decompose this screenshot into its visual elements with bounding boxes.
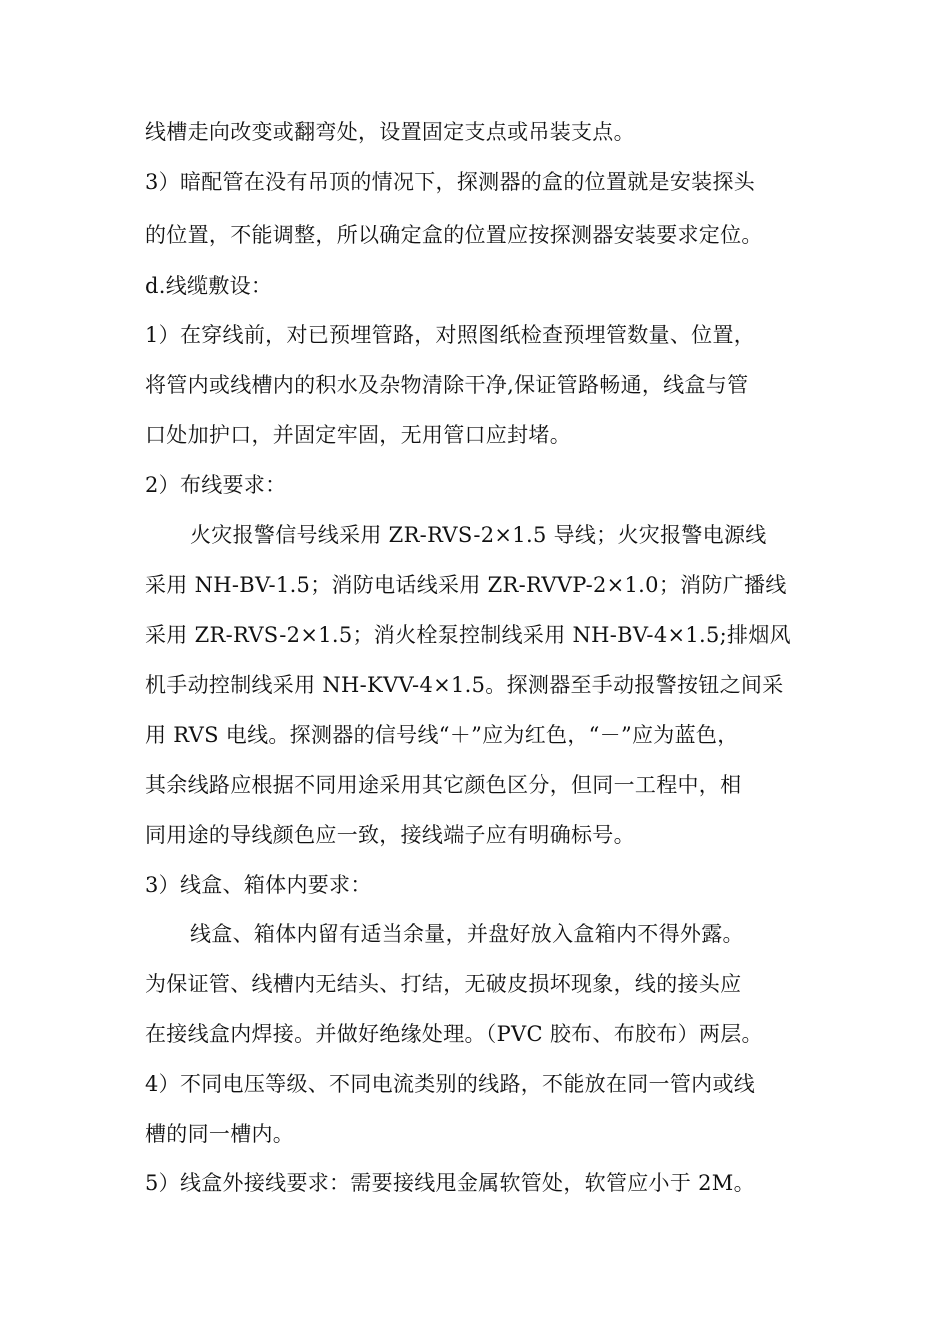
- text-line: 口处加护口，并固定牢固，无用管口应封堵。: [145, 423, 571, 447]
- text-line: 采用 NH-BV-1.5；消防电话线采用 ZR-RVVP-2×1.0；消防广播线: [145, 573, 787, 597]
- text-line: 将管内或线槽内的积水及杂物清除干净,保证管路畅通，线盒与管: [145, 373, 749, 397]
- text-line: 为保证管、线槽内无结头、打结，无破皮损坏现象，线的接头应: [145, 972, 742, 996]
- text-line: 槽的同一槽内。: [145, 1122, 295, 1146]
- text-line: 的位置，不能调整，所以确定盒的位置应按探测器安装要求定位。: [145, 223, 763, 247]
- text-line: 线槽走向改变或翻弯处，设置固定支点或吊装支点。: [145, 120, 635, 144]
- text-line: 机手动控制线采用 NH-KVV-4×1.5。探测器至手动报警按钮之间采: [145, 673, 784, 697]
- text-line: 线盒、箱体内留有适当余量，并盘好放入盒箱内不得外露。: [190, 922, 744, 946]
- text-line: 2）布线要求：: [145, 473, 287, 497]
- text-line: 采用 ZR-RVS-2×1.5；消火栓泵控制线采用 NH-BV-4×1.5;排烟风: [145, 623, 791, 647]
- text-line: 5）线盒外接线要求：需要接线甩金属软管处，软管应小于 2M。: [145, 1171, 755, 1195]
- text-line: 用 RVS 电线。探测器的信号线“＋”应为红色，“－”应为蓝色，: [145, 723, 739, 747]
- text-line: 3）线盒、箱体内要求：: [145, 873, 372, 897]
- text-line: 1）在穿线前，对已预埋管路，对照图纸检查预埋管数量、位置，: [145, 323, 756, 347]
- text-line: 4）不同电压等级、不同电流类别的线路，不能放在同一管内或线: [145, 1072, 756, 1096]
- text-line: d.线缆敷设：: [145, 274, 273, 298]
- text-line: 3）暗配管在没有吊顶的情况下，探测器的盒的位置就是安装探头: [145, 170, 756, 194]
- text-line: 同用途的导线颜色应一致，接线端子应有明确标号。: [145, 823, 635, 847]
- text-line: 其余线路应根据不同用途采用其它颜色区分，但同一工程中，相: [145, 773, 742, 797]
- text-line: 火灾报警信号线采用 ZR-RVS-2×1.5 导线；火灾报警电源线: [190, 523, 767, 547]
- text-line: 在接线盒内焊接。并做好绝缘处理。（PVC 胶布、布胶布）两层。: [145, 1022, 763, 1046]
